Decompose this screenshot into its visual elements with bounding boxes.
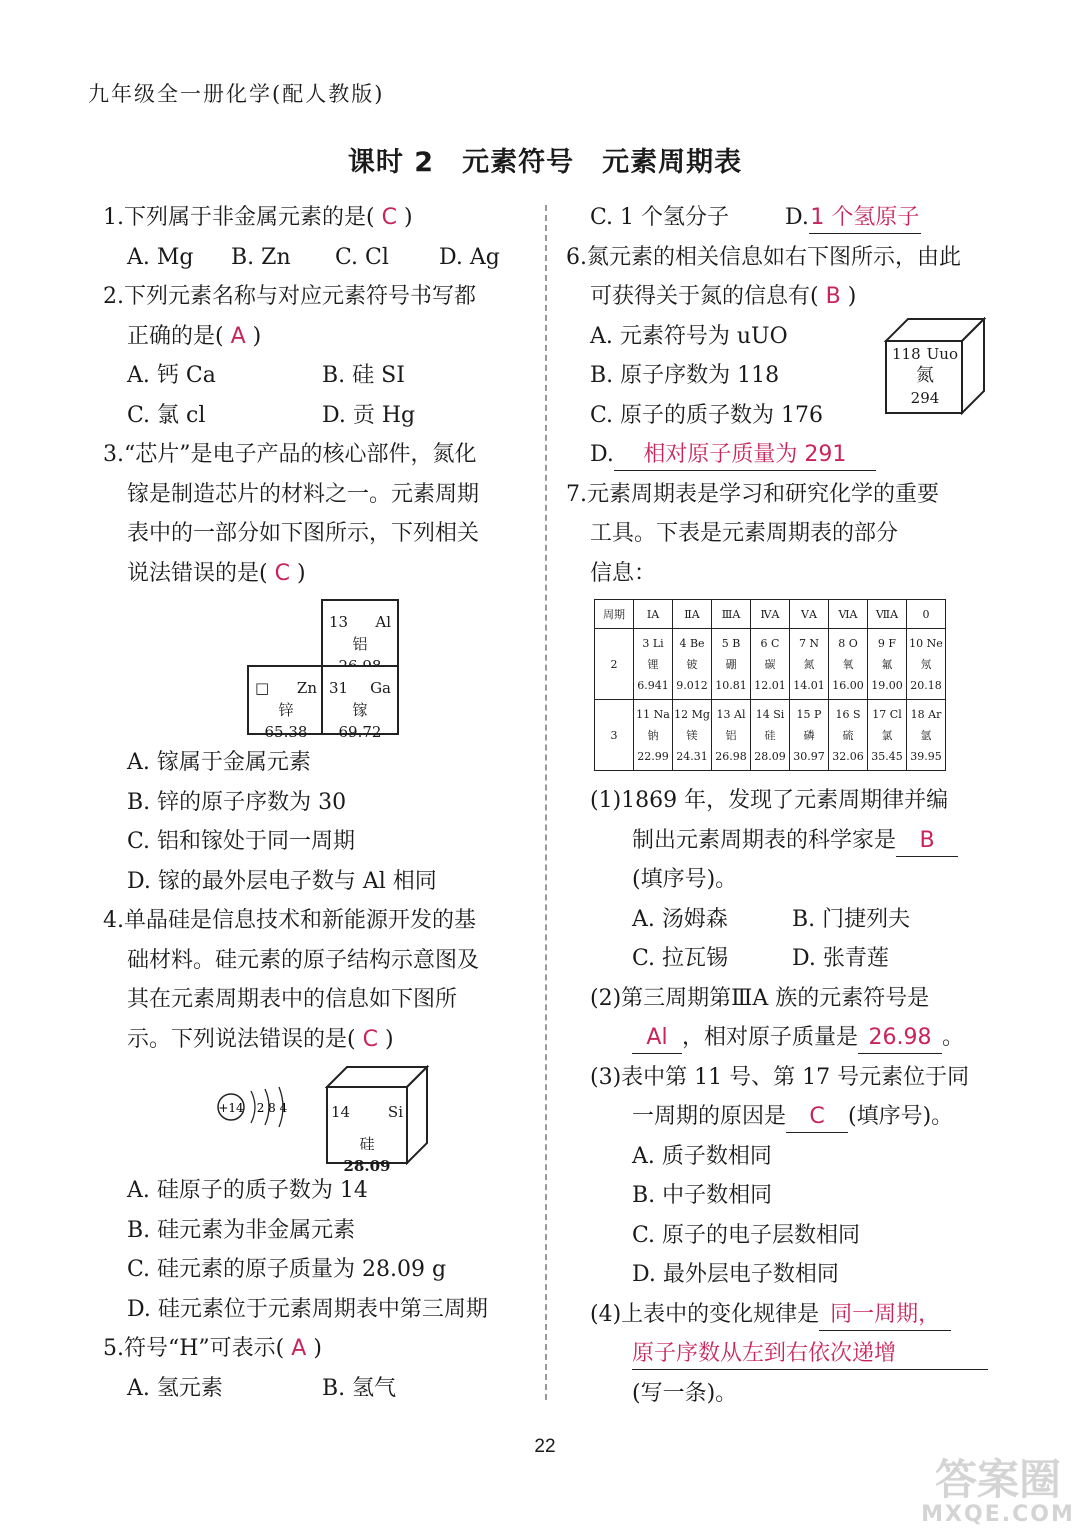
q7-p4-line2 (566, 1334, 996, 1374)
q6-option-c: C. 原子的质子数为 176 (590, 402, 824, 428)
q7-p1-line1: (1)1869 年，发现了元素周期律并编 (590, 788, 949, 813)
q7-p2-answer-mass: 26.98 (858, 1023, 942, 1054)
q3-periodic-figure (103, 593, 528, 743)
q4-stem-1: 4.单晶硅是信息技术和新能源开发的基 (103, 908, 476, 933)
q7-p1-answer: B (896, 826, 958, 857)
page-title: 课时 2 元素符号 元素周期表 (347, 147, 743, 178)
q6-option-b: B. 原子序数为 118 (590, 363, 780, 388)
element-cube-text: 118 Uuo 氮 294 (892, 344, 958, 407)
q4-stem-2: 础材料。硅元素的原子结构示意图及 (127, 947, 480, 973)
q7-p3-option-b: B. 中子数相同 (632, 1183, 773, 1208)
q7-stem-1: 7.元素周期表是学习和研究化学的重要 (566, 481, 939, 507)
q2-options-ab: A. 钙 Ca B. 硅 SI (127, 363, 405, 388)
q7-p4-answer-2: 原子序数从左到右依次递增 (632, 1339, 988, 1370)
q4-answer: C (362, 1026, 378, 1052)
q1-answer: C (381, 205, 397, 230)
q3-option-c: C. 铝和镓处于同一周期 (127, 829, 356, 854)
nucleus-label: +14 (218, 1101, 244, 1115)
cell-al: 13 Al 铝 (321, 599, 399, 671)
q3-option-b: B. 锌的原子序数为 30 (127, 789, 347, 815)
q7-p3-answer: C (786, 1102, 848, 1133)
q7-p4-line1: (4)上表中的变化规律是 同一周期， (566, 1295, 996, 1335)
silicon-cell-text: 14 Si 硅 28.09 (331, 1103, 403, 1175)
q4-option-d: D. 硅元素位于元素周期表中第三周期 (127, 1296, 488, 1322)
q5-options-cd: C. 1 个氢分子 D.1 个氢原子 (566, 198, 996, 238)
column-divider (545, 205, 547, 1400)
q4-option-a: A. 硅原子的质子数为 14 (127, 1178, 368, 1203)
q7-p3-line2: 一周期的原因是 C (填序号)。 (566, 1097, 996, 1137)
q6-option-a: A. 元素符号为 uUO (590, 323, 788, 349)
q4-silicon-figure (103, 1059, 528, 1175)
q3-stem-1: 3.“芯片”是电子产品的核心部件，氮化 (103, 442, 477, 467)
q6-stem-2: 可获得关于氮的信息有( B ) (590, 284, 857, 309)
q7-p1-options-cd: C. 拉瓦锡 D. 张青莲 (632, 946, 889, 971)
atom-structure-diagram (215, 1083, 295, 1131)
q5-d-answer: 1 个氢原子 (809, 203, 921, 234)
table-row: 2 3 Li 锂 6.941 4 Be 铍 9.012 5 B 硼 10.81 6 C 碳 12.01 7 N 氮 14.01 8 O 氧 16.00 9 F 氟 19.00 10 Ne 氖 20.18 (595, 629, 946, 700)
q1-stem: 1.下列属于非金属元素的是( C ) (103, 205, 413, 230)
q4-option-c: C. 硅元素的原子质量为 28.09 g (127, 1257, 447, 1282)
q5-options-ab: A. 氢元素 B. 氢气 (127, 1375, 397, 1401)
q2-options-cd: C. 氯 cl D. 贡 Hg (127, 402, 416, 428)
q5-stem: 5.符号“H”可表示( A ) (103, 1336, 322, 1361)
q3-stem-4: 说法错误的是( C ) (127, 560, 306, 586)
q7-p3-line1: (3)表中第 11 号、第 17 号元素位于同 (590, 1064, 970, 1090)
q7-p2-line2: Al ，相对原子质量是 26.98 。 (566, 1018, 996, 1058)
q7-p4-answer-1: 同一周期， (819, 1300, 951, 1331)
q5-answer: A (291, 1336, 307, 1361)
q7-p3-option-a: A. 质子数相同 (632, 1143, 772, 1169)
running-header: 九年级全一册化学(配人教版) (88, 82, 385, 106)
table-header-row: 周期 ⅠA ⅡA ⅢA ⅣA ⅤA ⅥA ⅦA 0 (595, 600, 946, 629)
q3-option-d: D. 镓的最外层电子数与 Al 相同 (127, 868, 437, 894)
q6-d-answer: 相对原子质量为 291 (614, 440, 876, 471)
q6-answer: B (825, 284, 841, 309)
q6-stem-1: 6.氮元素的相关信息如右下图所示，由此 (566, 244, 961, 270)
cell-ga: 31 Ga 镓 69.72 (321, 665, 399, 735)
q7-p1-line2: 制出元素周期表的科学家是 B (566, 821, 996, 861)
q2-stem-1: 2.下列元素名称与对应元素符号书写都 (103, 284, 476, 309)
q7-p4-line3: (写一条)。 (632, 1380, 738, 1406)
q6-option-d: D. 相对原子质量为 291 (566, 435, 996, 475)
q3-stem-3: 表中的一部分如下图所示，下列相关 (127, 521, 480, 546)
table-row: 3 11 Na 钠 22.99 12 Mg 镁 24.31 13 Al 铝 26.98 14 Si 硅 28.09 15 P 磷 30.97 16 S 硫 32.06 17 Cl 氯 35.45 18 Ar 氩 39.95 (595, 700, 946, 771)
q4-option-b: B. 硅元素为非金属元素 (127, 1217, 356, 1243)
q3-option-a: A. 镓属于金属元素 (127, 750, 311, 775)
q7-p2-answer-symbol: Al (632, 1023, 682, 1054)
q4-stem-4: 示。下列说法错误的是( C ) (127, 1026, 394, 1052)
q3-stem-2: 镓是制造芯片的材料之一。元素周期 (127, 481, 480, 507)
q7-p1-line3: (填序号)。 (632, 867, 738, 892)
cell-zn: □ Zn 锌 65.38 (247, 665, 325, 735)
page-number: 22 (534, 1436, 556, 1457)
q7-stem-2: 工具。下表是元素周期表的部分 (590, 521, 899, 546)
right-column (566, 198, 996, 1413)
q4-stem-3: 其在元素周期表中的信息如下图所 (127, 987, 458, 1012)
q3-answer: C (274, 560, 290, 586)
q1-options: A. Mg B. Zn C. Cl D. Ag (127, 244, 500, 270)
q7-stem-3: 信息： (590, 560, 657, 586)
q7-p3-option-d: D. 最外层电子数相同 (632, 1262, 839, 1287)
watermark-logo: 答案圈 MXQE.COM (921, 1455, 1075, 1527)
q2-stem-2: 正确的是( A ) (127, 323, 262, 349)
left-column (103, 198, 528, 1408)
shell-label: 2 8 4 (256, 1101, 288, 1115)
periodic-table (594, 599, 946, 771)
q7-p3-option-c: C. 原子的电子层数相同 (632, 1222, 861, 1248)
q2-answer: A (230, 323, 246, 349)
q7-p2-line1: (2)第三周期第ⅢA 族的元素符号是 (590, 985, 930, 1011)
q7-p1-options-ab: A. 汤姆森 B. 门捷列夫 (632, 906, 911, 932)
